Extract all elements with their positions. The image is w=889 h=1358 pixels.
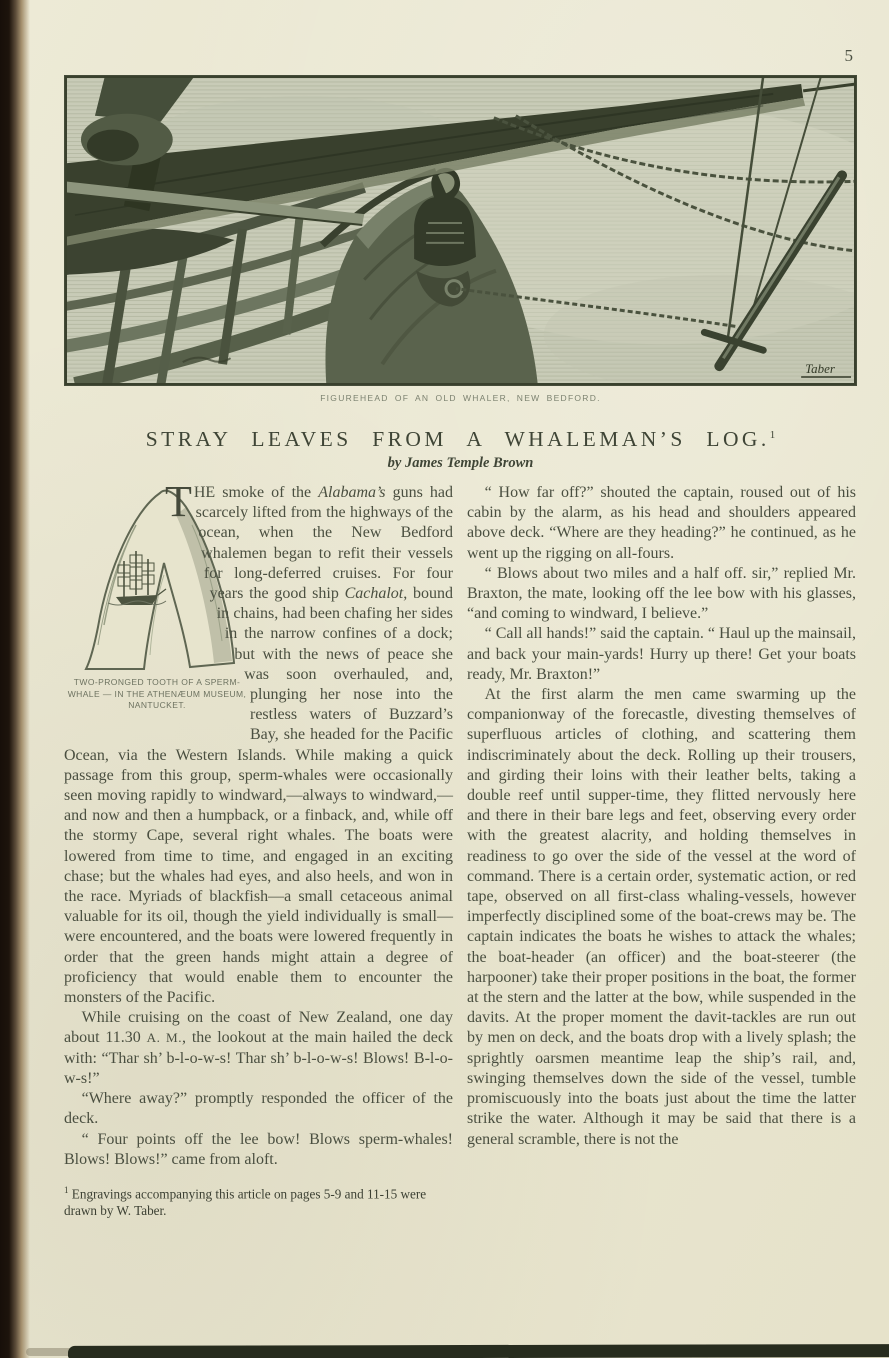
italic-text: Alabama’s bbox=[318, 484, 386, 501]
paragraph-text: guns had scarcely lifted from the highways of the ocean, when the New Bedford whalemen began to refit their vessels for long-deferred cruises. For four years the good ship bbox=[195, 484, 453, 603]
footnote-mark: 1 bbox=[64, 1184, 69, 1195]
byline: by James Temple Brown bbox=[387, 455, 534, 471]
paragraph: “ Blows about two miles and a half off. sir,” replied Mr. Braxton, the mate, looking off the lee bow with his glasses, “and coming to windward, I believe.” bbox=[467, 564, 856, 623]
title-footnote-ref: 1 bbox=[769, 428, 776, 441]
book-binding-edge bbox=[0, 0, 30, 1358]
page-number: 5 bbox=[844, 46, 853, 65]
engraver-signature: Taber bbox=[805, 361, 835, 377]
paragraph: “ Call all hands!” said the captain. “ Haul up the mainsail, and back your main-yards! Hurry up there! Get your boats ready, Mr. Braxton!” bbox=[467, 625, 856, 683]
paragraph-text: , bound in chains, had been chafing her sides in the narrow confines of a dock; but with the news of peace she was soon overhauled, and, plunging her nose into the restless waters of Buzzard’s Bay, she headed for the Pacific Ocean, via the Western Islands. While making a quick passage from this group, sperm-whales were occasionally seen moving rapidly to windward,—always to windward,—and now and then a humpback, or a finback, and, while off the stormy Cape, several right whales. The boats were lowered from time to time, and engaged in an exciting chase; but the whales had eyes, and also heels, and won in the race. Myriads of blackfish—a small cetaceous animal valuable for its oil, though the yield individually is small—were encountered, and the boats were lowered frequently in order that the green hands might attain a degree of proficiency that would enable them to encounter the monsters of the Pacific. bbox=[64, 585, 454, 1007]
article-title bbox=[64, 427, 857, 452]
page-bottom-edge bbox=[68, 1344, 889, 1358]
tooth-figure-caption: TWO-PRONGED TOOTH OF A SPERM-WHALE — IN THE ATHENÆUM MUSEUM, NANTUCKET. bbox=[67, 677, 247, 710]
paragraph: “ Four points off the lee bow! Blows sperm-whales! Blows! Blows!” came from aloft. bbox=[64, 1130, 453, 1168]
drop-cap: T bbox=[165, 477, 192, 526]
paragraph: At the first alarm the men came swarming up the companionway of the forecastle, divesting themselves of superfluous articles of clothing, and scattering them indiscriminately about the deck. Rolling up their trousers, and girding their loins with their leather belts, taking a double reef until supper-time, they flitted nervously here and there in their bare legs and feet, observing every order with the greatest alacrity, and holding themselves in readiness to go over the side of the vessel at the word of command. There is a certain order, systematic action, or red tape, observed on all first-class whaling-vessels, however imperfectly disciplined some of the boat-crews may be. The captain indicates the boats he wishes to attack the whales; the boat-header (an officer) and the boat-steerer (the harpooner) take their proper positions in the boat, the former at the stern and the latter at the bow, while suspended in the davits. At the proper moment the davit-tackles are run out by men on deck, and the boats drop with a lively splash; the sprightly oarsmen meantime leap the ship’s rail, and, swinging themselves down the side of the vessel, tumble promiscuously into the boats just about the time the latter strike the water. Although it may be said that there is a general scramble, there is not the bbox=[467, 686, 856, 1148]
paragraph bbox=[64, 1008, 453, 1089]
italic-text: Cachalot bbox=[344, 585, 404, 603]
paragraph-text: HE smoke of the bbox=[193, 484, 319, 501]
right-column bbox=[467, 483, 856, 1219]
footnote-text: Engravings accompanying this article on pages 5-9 and 11-15 were drawn by W. Taber. bbox=[64, 1186, 427, 1218]
text-columns bbox=[64, 477, 857, 1219]
engraving-caption: FIGUREHEAD OF AN OLD WHALER, NEW BEDFORD. bbox=[320, 393, 601, 403]
paragraph-text: While cruising on the coast of New Zealand, one day about 11.30 bbox=[64, 1009, 453, 1047]
footnote bbox=[64, 1182, 453, 1220]
paragraph: “ How far off?” shouted the captain, roused out of his cabin by the alarm, as his head and shoulders appeared above deck. “Where are they heading?” he continued, as he went up the rigging on all-fours. bbox=[467, 484, 856, 562]
paragraph-text: , the lookout at the main hailed the deck with: “Thar sh’ b-l-o-w-s! Thar sh’ b-l-o-w-s! Blows! B-l-o-w-s!” bbox=[64, 1029, 453, 1087]
article-title-text: STRAY LEAVES FROM A WHALEMAN’S LOG. bbox=[145, 427, 770, 451]
small-caps-text: A. M. bbox=[146, 1030, 183, 1046]
figurehead-engraving-image bbox=[64, 75, 857, 386]
left-column bbox=[64, 477, 454, 1219]
page-content bbox=[64, 75, 857, 1219]
paragraph: “Where away?” promptly responded the officer of the deck. bbox=[64, 1090, 453, 1128]
